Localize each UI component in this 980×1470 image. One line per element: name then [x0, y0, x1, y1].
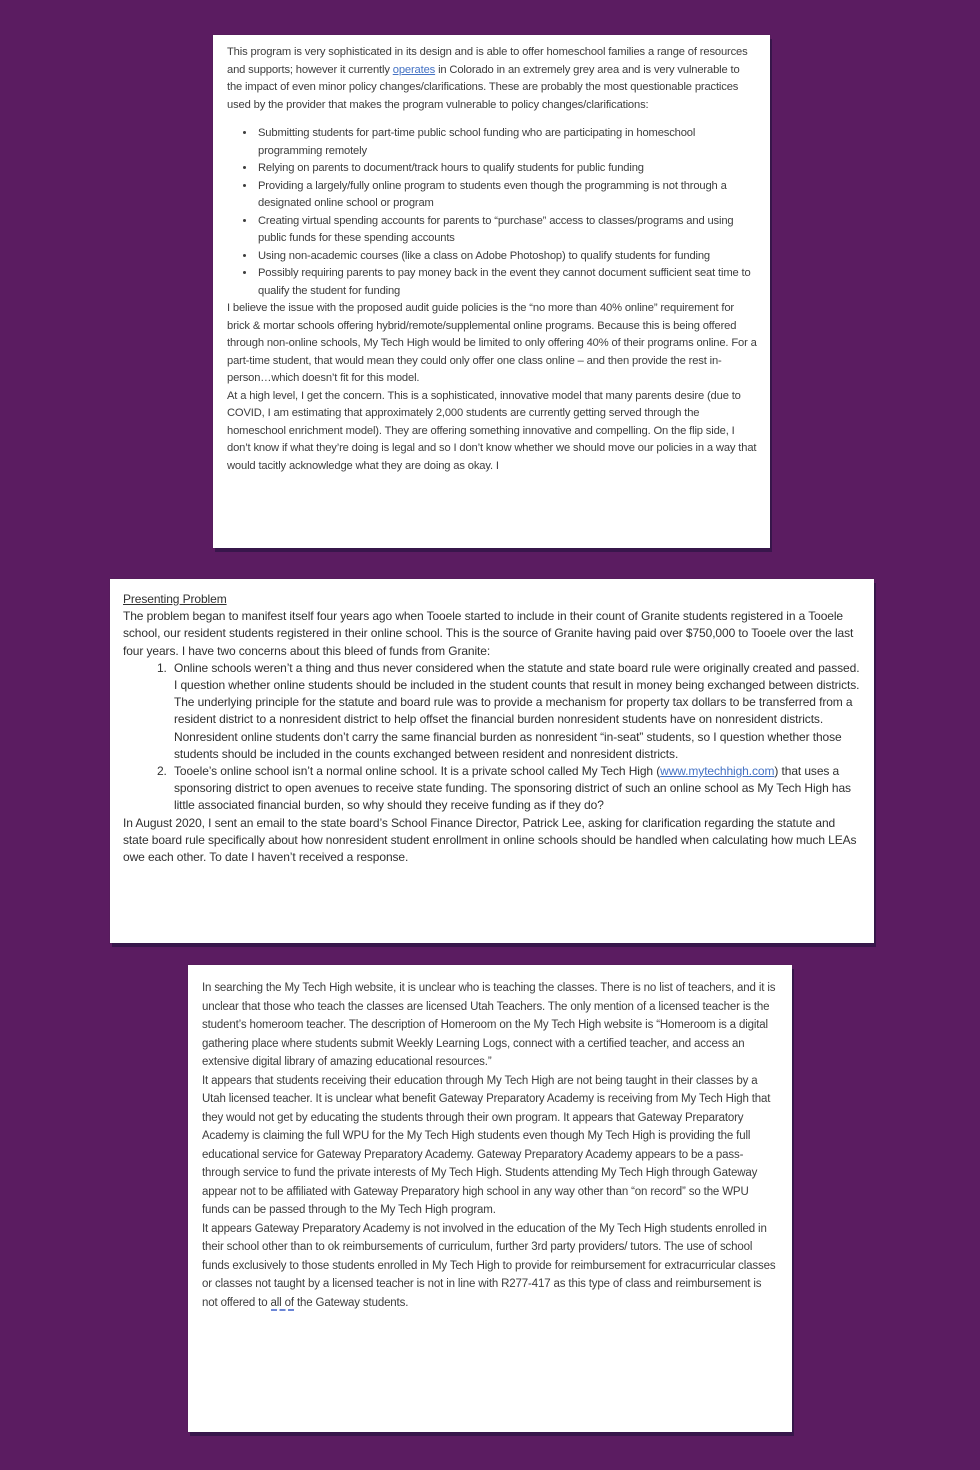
- list-item: • Submitting students for part-time public school funding who are participating in homeschool programming remotely: [256, 125, 757, 160]
- mytechhigh-hyperlink[interactable]: www.mytechhigh.com: [660, 764, 775, 779]
- operates-hyperlink[interactable]: operates: [392, 63, 436, 76]
- paragraph-text: ) that uses a sponsoring district to open avenues to receive state funding. The sponsoring district of such an online school as My Tech High has little associated financial burden, so why should they receive funding as if they do?: [174, 764, 851, 813]
- paragraph-high-level-take: At a high level, I get the concern. This is a sophisticated, innovative model that many parents desire (due to COVID, I am estimating that approximately 2,000 students are currently getting served through the homeschool enrichment model). They are offering something innovative and compelling. On the flip side, I don’t know if what they’re doing is legal and so I don’t know whether we should move our policies in a way that would tacitly acknowledge what they are doing as okay. I: [227, 389, 757, 472]
- paragraph-website-search: In searching the My Tech High website, it is unclear who is teaching the classes. There is no list of teachers, and it is unclear that those who teach the classes are licensed Utah Teachers. The only mention of a licensed teacher is the student’s homeroom teacher. The description of Homeroom on the My Tech High website is “Homeroom is a digital gathering place where students submit Weekly Learning Logs, connect with a certified teacher, and access an extensive digital library of amazing educational resources.”: [202, 982, 776, 1068]
- paragraph-wpu-passthrough: It appears that students receiving their education through My Tech High are not being taught in their classes by a Utah licensed teacher. It is unclear what benefit Gateway Preparatory Academy is receiving from My Tech High that they would not get by educating the students through their own program. It appears that Gateway Preparatory Academy is claiming the full WPU for the My Tech High students even though My Tech High is providing the full educational service for Gateway Preparatory Academy. Gateway Preparatory Academy appears to be a pass-through service to fund the private interests of My Tech High. Students attending My Tech High through Gateway appear not to be affiliated with Gateway Preparatory high school in any way other than “on record” so the WPU funds can be passed through to the My Tech High program.: [202, 1074, 771, 1216]
- list-item: • Possibly requiring parents to pay money back in the event they cannot document sufficient seat time to qualify the student for funding: [256, 265, 757, 300]
- paragraph-text: It appears Gateway Preparatory Academy is not involved in the education of the My Tech High students enrolled in their school other than to ok reimbursements of curriculum, further 3rd party providers/ tutors. The use of school funds exclusively to those students enrolled in My Tech High to provide for reimbursement for extracurricular classes or classes not taught by a licensed teacher is not in line with R277-417 as this type of class and reimbursement is not offered to: [202, 1222, 776, 1309]
- paragraph-august-email: In August 2020, I sent an email to the state board’s School Finance Director, Patrick Lee, asking for clarification regarding the statute and state board rule specifically about how nonresident student enrollment in online schools should be handled when calculating how much LEAs owe each other. To date I haven’t received a response.: [123, 815, 857, 865]
- memo-screenshot-gateway-academy: [188, 965, 792, 1432]
- paragraph-audit-guide-concern: I believe the issue with the proposed audit guide policies is the “no more than 40% online” requirement for brick & mortar schools offering hybrid/remote/supplemental online programs. Because this is being offered through non-online schools, My Tech High would be limited to only offering 40% of their programs online. For a part-time student, that would mean they could only offer one class online – and then provide the rest in-person…which doesn’t fit for this model.: [227, 302, 757, 384]
- paragraph-text: the Gateway students.: [293, 1296, 409, 1309]
- list-item-concern-1: 1. Online schools weren’t a thing and thus never considered when the statute and state board rule were originally created and passed. I question whether online students should be included in the student counts that result in money being exchanged between districts. The underlying principle for the statute and board rule was to provide a mechanism for property tax dollars to be transferred from a resident district to a nonresident district to help offset the financial burden nonresident students have on nonresident districts. Nonresident online students don’t carry the same financial burden as nonresident “in-seat” students, so I question whether those students should be included in the counts exchanged between resident and nonresident districts.: [170, 660, 862, 763]
- memo-screenshot-presenting-problem: [110, 579, 874, 943]
- list-item: • Creating virtual spending accounts for parents to “purchase” access to classes/programs and using public funds for these spending accounts: [256, 213, 757, 248]
- list-item: • Providing a largely/fully online program to students even though the programming is not through a designated online school or program: [256, 178, 757, 213]
- paragraph-text: This program is very sophisticated in its design and is able to offer homeschool families a range of resources and supports; however it currently: [227, 46, 748, 76]
- paragraph-reimbursement-rule: [202, 1220, 779, 1313]
- list-item: • Relying on parents to document/track hours to qualify students for public funding: [256, 160, 757, 178]
- paragraph-program-overview: [227, 44, 757, 114]
- paragraph-problem-intro: The problem began to manifest itself four years ago when Tooele started to include in their count of Granite students registered in a Tooele school, our resident students registered in their online school. This is the source of Granite having paid over $750,000 to Tooele over the last four years. I have two concerns about this bleed of funds from Granite:: [123, 609, 854, 658]
- paragraph-text: in Colorado in an extremely grey area and is very vulnerable to the impact of even minor policy changes/clarifications. These are probably the most questionable practices used by the provider that makes the program vulnerable to policy changes/clarifications:: [227, 63, 740, 111]
- concerns-numbered-list: [123, 660, 862, 815]
- section-heading: Presenting Problem: [123, 592, 227, 606]
- list-item: • Using non-academic courses (like a class on Adobe Photoshop) to qualify students for funding: [256, 248, 757, 266]
- grammar-check-underline: all of: [270, 1296, 294, 1309]
- memo-screenshot-program-practices: [213, 35, 770, 548]
- list-item-concern-2: [170, 763, 862, 815]
- paragraph-text: Tooele’s online school isn’t a normal online school. It is a private school called My Tech High (: [174, 764, 661, 779]
- questionable-practices-list: [227, 125, 757, 300]
